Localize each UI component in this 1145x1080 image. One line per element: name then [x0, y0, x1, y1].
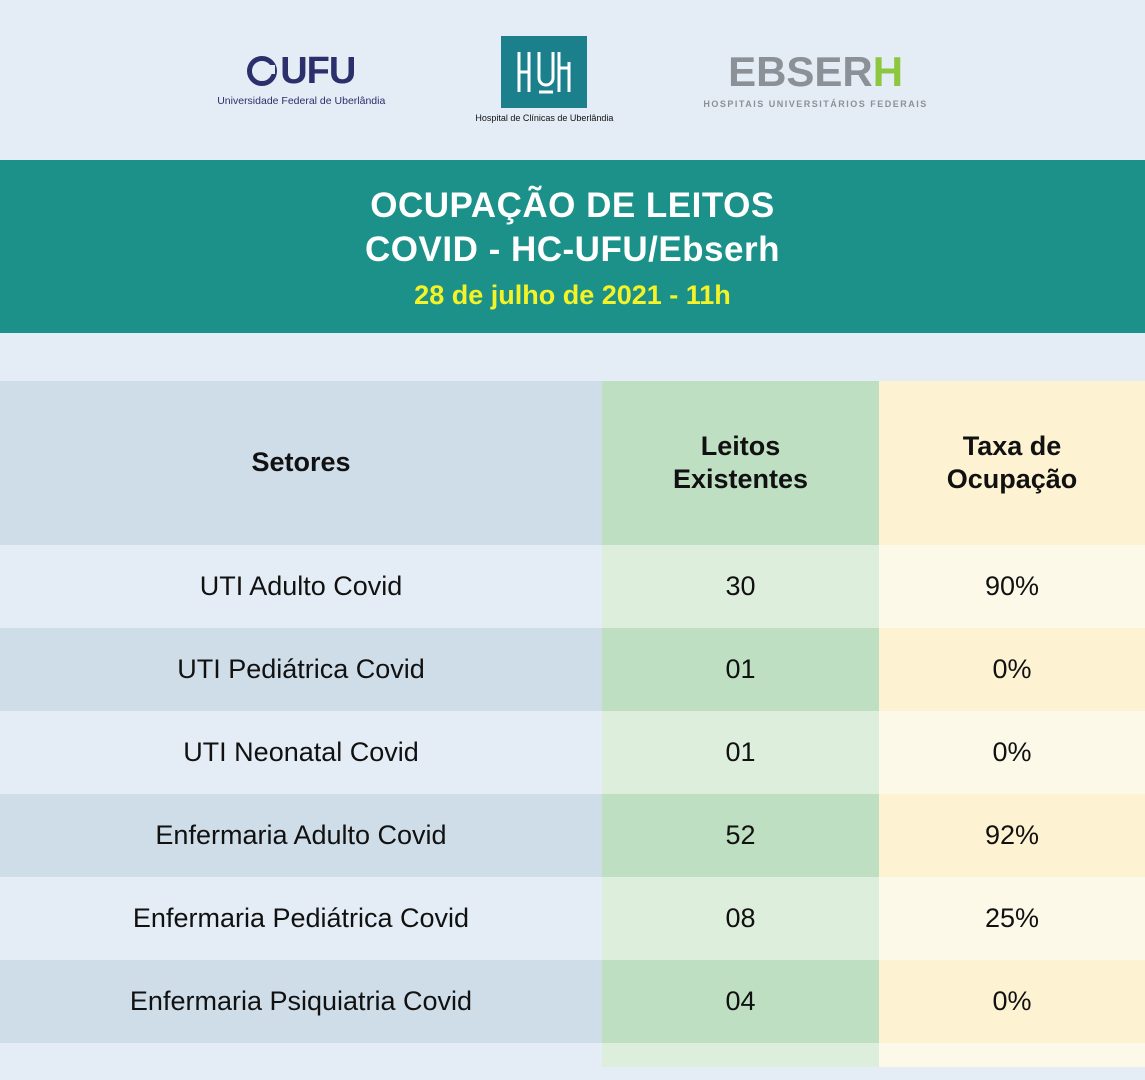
- banner-date: 28 de julho de 2021 - 11h: [414, 279, 731, 310]
- cell-leitos: 01: [602, 711, 879, 794]
- column-header-taxa-ocupacao: [879, 381, 1145, 545]
- cell-taxa: 0%: [879, 711, 1145, 794]
- table-row: [0, 794, 1145, 877]
- cell-filler-taxa: [879, 1043, 1145, 1067]
- cell-setor: UTI Pediátrica Covid: [0, 628, 602, 711]
- column-header-setores: Setores: [0, 381, 602, 545]
- ufu-circle-icon: [247, 56, 277, 86]
- ebserh-subtitle: HOSPITAIS UNIVERSITÁRIOS FEDERAIS: [703, 99, 928, 109]
- cell-leitos: 01: [602, 628, 879, 711]
- cell-setor: Enfermaria Psiquiatria Covid: [0, 960, 602, 1043]
- cell-taxa: 0%: [879, 628, 1145, 711]
- occupancy-table: [0, 381, 1145, 1067]
- column-header-taxa-line-2: Ocupação: [946, 463, 1078, 494]
- cell-leitos: 04: [602, 960, 879, 1043]
- cell-filler-setor: [0, 1043, 602, 1067]
- table-row: [0, 628, 1145, 711]
- table-body: [0, 545, 1145, 1067]
- column-header-leitos-existentes: [602, 381, 879, 545]
- cell-leitos: 30: [602, 545, 879, 628]
- cell-setor: Enfermaria Adulto Covid: [0, 794, 602, 877]
- cell-leitos: 52: [602, 794, 879, 877]
- hc-subtitle: Hospital de Clínicas de Uberlândia: [475, 112, 614, 123]
- title-banner: [0, 160, 1145, 333]
- cell-leitos: 08: [602, 877, 879, 960]
- table-header-row: [0, 381, 1145, 545]
- ufu-wordmark: UFU: [280, 49, 356, 92]
- ebserh-wordmark: [728, 48, 904, 95]
- ufu-subtitle: Universidade Federal de Uberlândia: [217, 94, 386, 107]
- hc-logo-mark-icon: [501, 36, 587, 108]
- banner-table-spacer: [0, 333, 1145, 381]
- ufu-logo: [217, 49, 386, 108]
- table-row: [0, 711, 1145, 794]
- cell-setor: UTI Adulto Covid: [0, 545, 602, 628]
- ufu-logo-top: [247, 49, 356, 92]
- cell-taxa: 90%: [879, 545, 1145, 628]
- table-row: [0, 877, 1145, 960]
- cell-setor: Enfermaria Pediátrica Covid: [0, 877, 602, 960]
- ebserh-wordmark-green: H: [872, 48, 904, 95]
- cell-filler-leitos: [602, 1043, 879, 1067]
- table-row-filler: [0, 1043, 1145, 1067]
- table-row: [0, 545, 1145, 628]
- ebserh-logo: [703, 48, 928, 109]
- hc-logo: [475, 36, 613, 125]
- table-row: [0, 960, 1145, 1043]
- column-header-leitos-line-1: Leitos: [700, 431, 781, 462]
- column-header-taxa-line-1: Taxa de: [962, 431, 1062, 462]
- cell-setor: UTI Neonatal Covid: [0, 711, 602, 794]
- banner-title-line-2: COVID - HC-UFU/Ebserh: [365, 229, 780, 269]
- logo-bar: [0, 0, 1145, 160]
- banner-title-line-1: OCUPAÇÃO DE LEITOS: [370, 186, 775, 225]
- cell-taxa: 0%: [879, 960, 1145, 1043]
- column-header-leitos-line-2: Existentes: [672, 463, 809, 494]
- cell-taxa: 92%: [879, 794, 1145, 877]
- cell-taxa: 25%: [879, 877, 1145, 960]
- ebserh-wordmark-gray: EBSER: [728, 48, 873, 95]
- table-head: [0, 381, 1145, 545]
